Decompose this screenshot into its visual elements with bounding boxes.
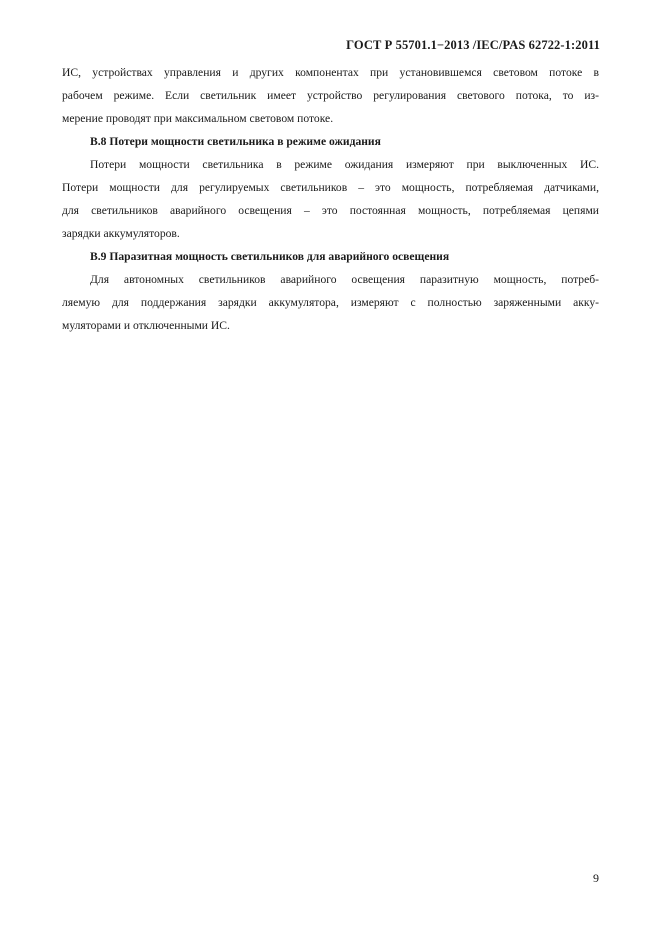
document-header: ГОСТ Р 55701.1−2013 /IEC/PAS 62722-1:2011 [346, 38, 600, 52]
page-number: 9 [593, 871, 599, 885]
body-line: муляторами и отключенными ИС. [62, 319, 230, 332]
body-line: Для автономных светильников аварийного освещения паразитную мощность, потреб- [90, 273, 599, 286]
body-line: зарядки аккумуляторов. [62, 227, 180, 240]
document-body [62, 61, 599, 337]
body-line: ИС, устройствах управления и других компонентах при установившемся световом потоке в [62, 66, 599, 79]
body-line: Потери мощности для регулируемых светильников – это мощность, потребляемая датчиками, [62, 181, 599, 194]
body-line: рабочем режиме. Если светильник имеет устройство регулирования светового потока, то из- [62, 89, 599, 102]
body-line: мерение проводят при максимальном световом потоке. [62, 112, 334, 125]
section-heading-b8: В.8 Потери мощности светильника в режиме ожидания [90, 135, 381, 148]
body-line: Потери мощности светильника в режиме ожидания измеряют при выключенных ИС. [90, 158, 599, 171]
section-heading-b9: В.9 Паразитная мощность светильников для аварийного освещения [90, 250, 450, 263]
body-line: ляемую для поддержания зарядки аккумулятора, измеряют с полностью заряженными акку- [62, 296, 599, 309]
body-line: для светильников аварийного освещения – это постоянная мощность, потребляемая цепями [62, 204, 599, 217]
